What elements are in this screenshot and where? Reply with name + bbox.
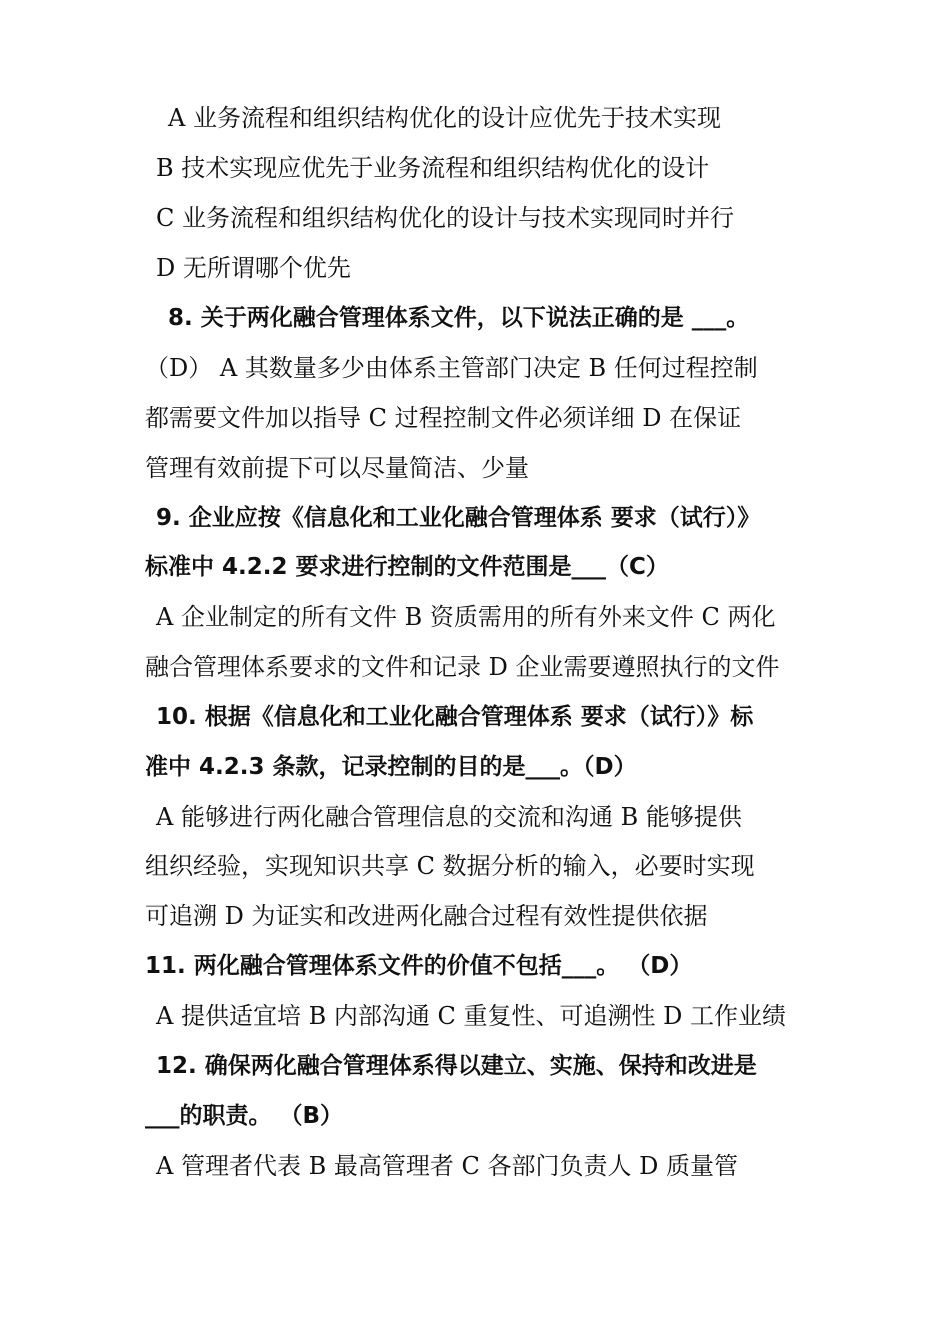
question-10-line-1: 10. 根据《信息化和工业化融合管理体系 要求（试行）》标	[156, 704, 754, 730]
question-8-answer-line-2: 都需要文件加以指导 C 过程控制文件必须详细 D 在保证	[145, 404, 742, 432]
question-8-answer-line-3: 管理有效前提下可以尽量简洁、少量	[145, 454, 529, 482]
question-12-options: A 管理者代表 B 最高管理者 C 各部门负责人 D 质量管	[156, 1152, 738, 1180]
option-c-line: C 业务流程和组织结构优化的设计与技术实现同时并行	[156, 204, 734, 232]
option-d-line: D 无所谓哪个优先	[156, 254, 351, 282]
question-8-answer-line-1: （D） A 其数量多少由体系主管部门决定 B 任何过程控制	[145, 354, 758, 382]
question-9-line-2: 标准中 4.2.2 要求进行控制的文件范围是___（C）	[145, 554, 669, 580]
question-10-options-line-2: 组织经验，实现知识共享 C 数据分析的输入，必要时实现	[145, 852, 755, 880]
question-10-options-line-1: A 能够进行两化融合管理信息的交流和沟通 B 能够提供	[156, 803, 742, 831]
question-9-options-line-1: A 企业制定的所有文件 B 资质需用的所有外来文件 C 两化	[156, 603, 776, 631]
question-12-line-1: 12. 确保两化融合管理体系得以建立、实施、保持和改进是	[156, 1053, 757, 1079]
option-a-line: A 业务流程和组织结构优化的设计应优先于技术实现	[168, 104, 721, 132]
question-11: 11. 两化融合管理体系文件的价值不包括___。 （D）	[145, 953, 693, 979]
question-9-line-1: 9. 企业应按《信息化和工业化融合管理体系 要求（试行）》	[156, 505, 761, 531]
option-b-line: B 技术实现应优先于业务流程和组织结构优化的设计	[156, 154, 710, 182]
question-8: 8. 关于两化融合管理体系文件，以下说法正确的是 ___。	[168, 305, 750, 331]
question-11-options: A 提供适宜培 B 内部沟通 C 重复性、可追溯性 D 工作业绩	[156, 1002, 786, 1030]
question-12-line-2: ___的职责。 （B）	[145, 1103, 344, 1129]
question-10-line-2: 准中 4.2.3 条款，记录控制的目的是___。（D）	[145, 754, 637, 780]
question-10-options-line-3: 可追溯 D 为证实和改进两化融合过程有效性提供依据	[145, 902, 708, 930]
question-9-options-line-2: 融合管理体系要求的文件和记录 D 企业需要遵照执行的文件	[145, 653, 780, 681]
